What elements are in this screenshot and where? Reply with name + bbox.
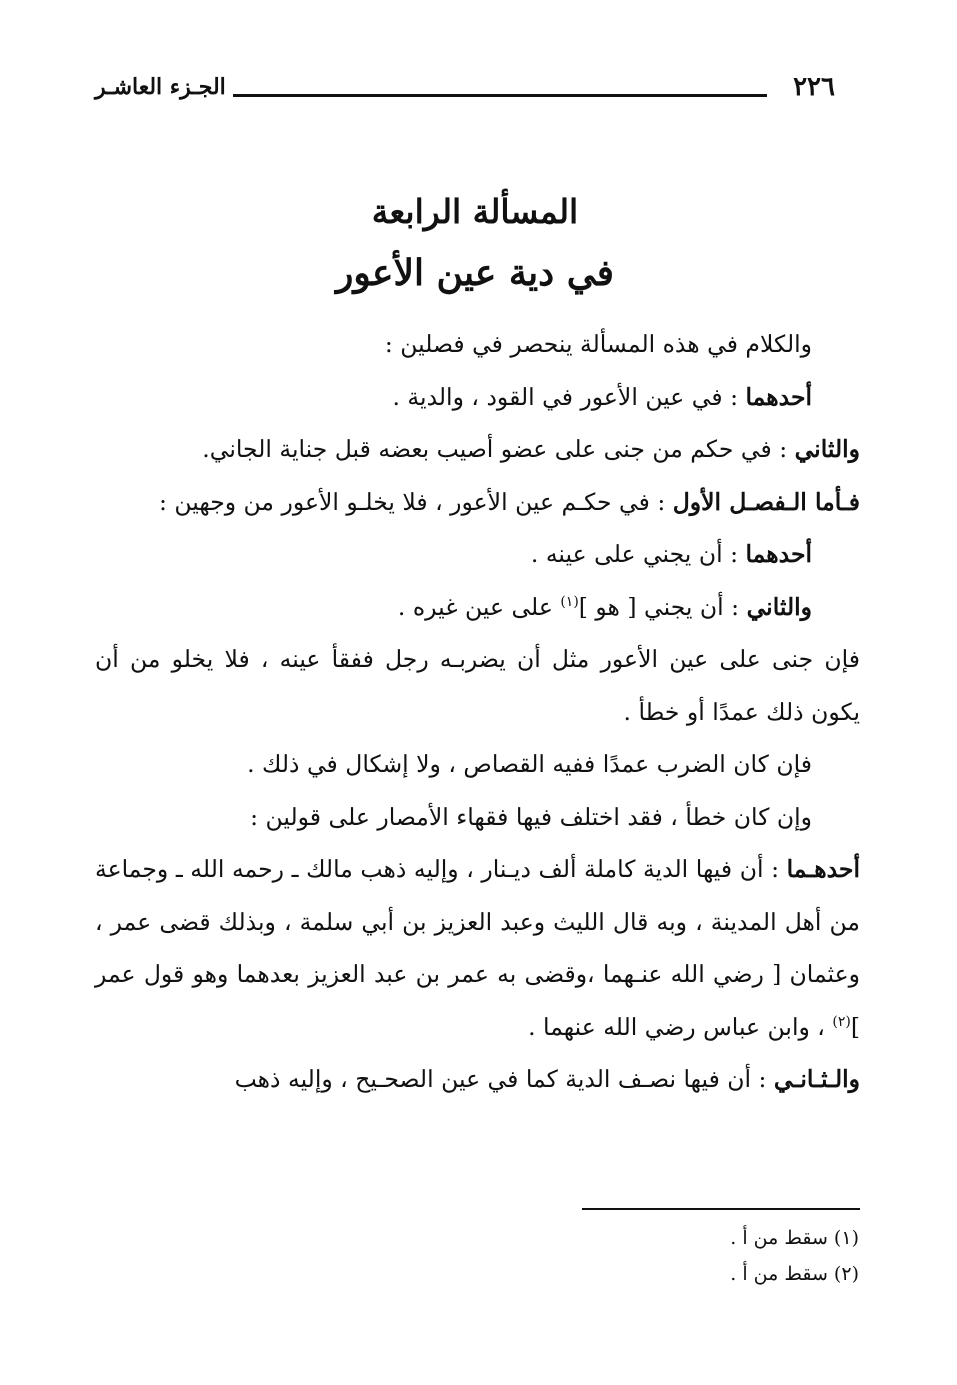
footnote: (٢) سقط من أ . bbox=[730, 1263, 859, 1285]
paragraph-lead: والثاني bbox=[746, 592, 812, 621]
paragraph-lead: أحدهما bbox=[745, 540, 812, 568]
paragraph-lead: أحدهما bbox=[745, 382, 812, 411]
part-title: الجـزء العاشـر bbox=[95, 74, 226, 100]
paragraph-text: : في عين الأعور في القود ، والدية . bbox=[392, 382, 746, 411]
paragraph-text: على عين غيره . bbox=[397, 592, 561, 621]
running-header bbox=[95, 70, 855, 110]
paragraph-text: : في حكم من جنى على عضو أصيب بعضه قبل جناية الجاني. bbox=[202, 435, 795, 463]
section-subtitle: في دية عين الأعور bbox=[336, 252, 614, 294]
paragraph-text: : أن فيها نصـف الدية كما في عين الصحـيح ، وإليه ذهب bbox=[234, 1065, 774, 1093]
paragraph bbox=[95, 633, 860, 738]
paragraph-lead: فـأما الـفصـل الأول bbox=[672, 487, 860, 516]
paragraph-lead: والثاني bbox=[794, 435, 860, 463]
paragraph-text: : أن يجني [ هو ] bbox=[578, 592, 747, 621]
footnote-rule bbox=[582, 1208, 860, 1210]
paragraph-text: : في حكـم عين الأعور ، فلا يخلـو الأعور من وجهين : bbox=[159, 487, 673, 516]
paragraph bbox=[95, 843, 860, 1053]
paragraph bbox=[95, 581, 860, 634]
paragraph-text: ، وابن عباس رضي الله عنهما . bbox=[528, 1012, 833, 1041]
page-number: ٢٢٦ bbox=[793, 72, 835, 102]
paragraph bbox=[95, 371, 860, 424]
paragraph bbox=[95, 791, 860, 844]
paragraph bbox=[95, 476, 860, 529]
paragraph-text: : أن يجني على عينه . bbox=[530, 540, 746, 568]
paragraph-lead: والـثـانـي bbox=[773, 1065, 860, 1093]
footnote-ref[interactable]: (١) bbox=[560, 593, 579, 610]
paragraph bbox=[95, 423, 860, 476]
paragraph bbox=[95, 318, 860, 371]
paragraph-text: فإن جنى على عين الأعور مثل أن يضربـه رجل ففقأ عينه ، فلا يخلو من أن يكون ذلك عمدًا أو خطأ . bbox=[95, 645, 860, 726]
footnote: (١) سقط من أ . bbox=[730, 1227, 859, 1249]
paragraph-text: وإن كان خطأ ، فقد اختلف فيها فقهاء الأمصار على قولين : bbox=[250, 802, 812, 831]
header-rule bbox=[233, 94, 767, 97]
paragraph-text: فإن كان الضرب عمدًا ففيه القصاص ، ولا إشكال في ذلك . bbox=[247, 750, 812, 778]
paragraph-lead: أحدهـما bbox=[786, 855, 860, 883]
section-title: المسألة الرابعة bbox=[371, 192, 579, 231]
paragraph bbox=[95, 738, 860, 791]
paragraph bbox=[95, 1053, 860, 1106]
body-text bbox=[95, 318, 860, 1106]
footnotes bbox=[99, 1220, 859, 1292]
paragraph-text: : أن فيها الدية كاملة ألف ديـنار ، وإليه ذهب مالك ـ رحمه الله ـ وجماعة من أهل المدينة ، وبه قال الليث وعبد العزيز بن أبي سلمة ، وبذلك قضى عمر ، وعثمان [ رضي الله عنـهما ،وقضى به عمر بن عبد العزيز بعدهما وهو قول عمر ] bbox=[95, 855, 860, 1041]
paragraph-text: والكلام في هذه المسألة ينحصر في فصلين : bbox=[384, 330, 812, 358]
paragraph bbox=[95, 528, 860, 581]
footnote-ref[interactable]: (٢) bbox=[832, 1013, 851, 1030]
